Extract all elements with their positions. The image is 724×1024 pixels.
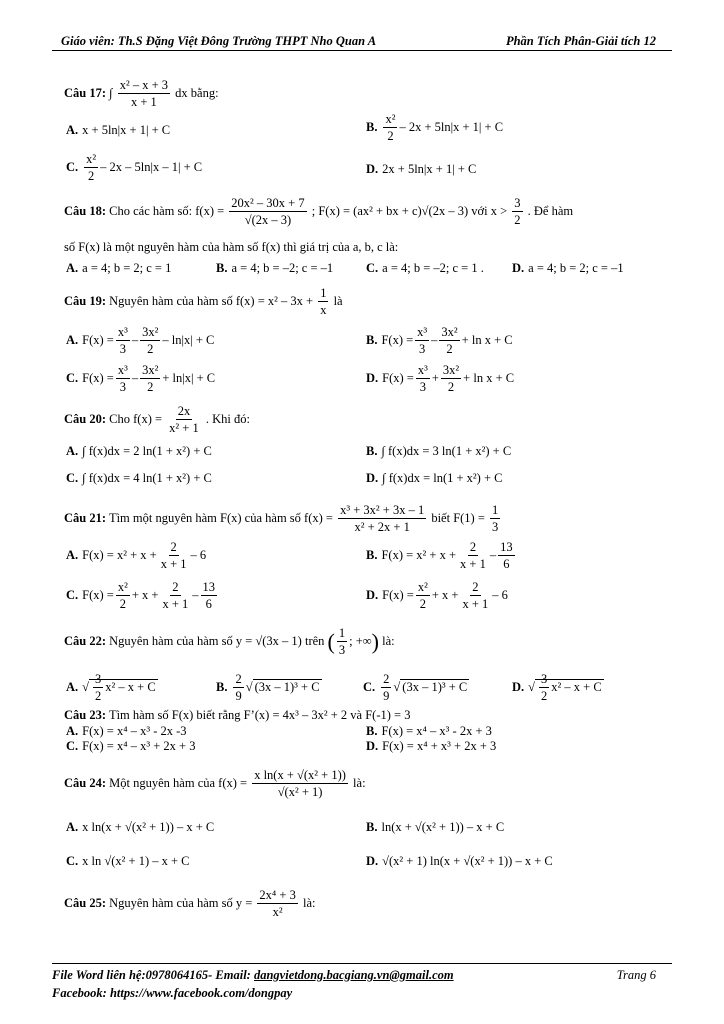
option-d[interactable]: D. ∫ f(x)dx = ln(1 + x²) + C <box>366 471 503 485</box>
question-18-line2: số F(x) là một nguyên hàm của hàm số f(x) thì giá trị của a, b, c là: <box>64 240 399 254</box>
option-c[interactable]: C. x ln √(x² + 1) – x + C <box>66 854 190 868</box>
option-a[interactable]: A.√ $\frac{3}{2}$ x² – x + C <box>66 672 158 704</box>
fraction: $\frac{\text{x² – x + 3}}{x + 1}$ <box>119 78 169 110</box>
option-d[interactable]: D. F(x) = $\frac{\text{x³}}{3}$ + $\frac{\text{3x²}}{2}$ + ln x + C <box>366 363 515 395</box>
page-header <box>52 31 672 51</box>
question-20: Câu 20: Cho f(x) = $\frac{2x}{\text{x² + 1}}$ . Khi đó: <box>64 404 250 436</box>
option-a[interactable]: A. ∫ f(x)dx = 2 ln(1 + x²) + C <box>66 444 212 458</box>
option-b[interactable]: B. F(x) = x² + x + $\frac{2}{x + 1}$ – $\frac{13}{6}$ <box>366 540 513 572</box>
question-23: Câu 23: Tìm hàm số F(x) biết rằng F’(x) = 4x³ – 3x² + 2 và F(-1) = 3 <box>64 708 411 722</box>
option-b[interactable]: B. ∫ f(x)dx = 3 ln(1 + x²) + C <box>366 444 512 458</box>
option-b[interactable]: B. a = 4; b = –2; c = –1 <box>216 261 334 275</box>
option-d[interactable]: D. √(x² + 1) ln(x + √(x² + 1)) – x + C <box>366 854 553 868</box>
option-a[interactable]: A. x ln(x + √(x² + 1)) – x + C <box>66 820 215 834</box>
option-b[interactable]: B. F(x) = x⁴ – x³ - 2x + 3 <box>366 724 492 738</box>
page-footer <box>52 963 672 1000</box>
option-a[interactable]: A. F(x) = $\frac{\text{x³}}{3}$ – $\frac{\text{3x²}}{2}$ – ln|x| + C <box>66 325 215 357</box>
question-24: Câu 24: Một nguyên hàm của f(x) = $\frac{\text{x ln(x + √(x² + 1))}}{\text{√(x² + 1)}}$ là: <box>64 768 366 800</box>
option-c[interactable]: C. ∫ f(x)dx = 4 ln(1 + x²) + C <box>66 471 212 485</box>
option-c[interactable]: C. $\frac{\text{x²}}{2}$ – 2x – 5ln|x – 1| + C <box>66 152 203 184</box>
footer-facebook-link[interactable]: Facebook: https://www.facebook.com/dongpay <box>52 986 293 1000</box>
header-chapter: Phần Tích Phân-Giải tích 12 <box>505 34 656 48</box>
option-c[interactable]: C. F(x) = $\frac{\text{x³}}{3}$ – $\frac{\text{3x²}}{2}$ + ln|x| + C <box>66 363 216 395</box>
question-22: Câu 22: Nguyên hàm của hàm số y = √(3x – 1) trên ( $\frac{1}{3}$ ; +∞) là: <box>64 626 395 658</box>
option-b[interactable]: B. $\frac{2}{9}$ √ (3x – 1)³ + C <box>216 672 322 704</box>
question-19: Câu 19: Nguyên hàm của hàm số f(x) = x² – 3x + $\frac{1}{x}$ là <box>64 286 343 318</box>
option-a[interactable]: A. F(x) = x⁴ – x³ - 2x -3 <box>66 724 187 738</box>
option-d[interactable]: D.√ $\frac{3}{2}$ x² – x + C <box>512 672 604 704</box>
question-label: Câu 17: <box>64 85 107 100</box>
footer-email-link[interactable]: dangvietdong.bacgiang.vn@gmail.com <box>253 968 454 982</box>
option-c[interactable]: C. $\frac{2}{9}$ √ (3x – 1)³ + C <box>363 672 469 704</box>
option-c[interactable]: C. F(x) = x⁴ – x³ + 2x + 3 <box>66 739 196 753</box>
option-a[interactable]: A. F(x) = x² + x + $\frac{2}{x + 1}$ – 6 <box>66 540 207 572</box>
option-d[interactable]: D. F(x) = $\frac{\text{x²}}{2}$ + x + $\frac{2}{x + 1}$ – 6 <box>366 580 508 612</box>
option-b[interactable]: B. F(x) = $\frac{\text{x³}}{3}$ – $\frac{\text{3x²}}{2}$ + ln x + C <box>366 325 513 357</box>
question-21: Câu 21: Tìm một nguyên hàm F(x) của hàm số f(x) = $\frac{\text{x³ + 3x² + 3x – 1}}{\text{x² + 2x + 1}}$ biết F(1) = $\frac{1}{3}$ <box>64 503 499 535</box>
option-c[interactable]: C. F(x) = $\frac{\text{x²}}{2}$ + x + $\frac{2}{x + 1}$ – $\frac{13}{6}$ <box>66 580 216 612</box>
option-d[interactable]: D. 2x + 5ln|x + 1| + C <box>366 162 477 176</box>
option-b[interactable]: B. $\frac{\text{x²}}{2}$ – 2x + 5ln|x + 1| + C <box>366 112 504 144</box>
option-a[interactable]: A. x + 5ln|x + 1| + C <box>66 123 171 137</box>
question-18: Câu 18: Cho các hàm số: f(x) = $\frac{\text{20x² – 30x + 7}}{√(2x - 3)}$ ; F(x) = (ax² + bx + c)√(2x – 3) với x > $\frac{3}{2}$ . Để hàm <box>64 196 574 228</box>
option-d[interactable]: D. F(x) = x⁴ + x³ + 2x + 3 <box>366 739 497 753</box>
option-b[interactable]: B. ln(x + √(x² + 1)) – x + C <box>366 820 505 834</box>
page-number: Trang 6 <box>616 968 656 982</box>
option-d[interactable]: D. a = 4; b = 2; c = –1 <box>512 261 624 275</box>
header-author: Giáo viên: Th.S Đặng Việt Đông Trường THPT Nho Quan A <box>61 34 377 48</box>
option-a[interactable]: A. a = 4; b = 2; c = 1 <box>66 261 172 275</box>
question-25: Câu 25: Nguyên hàm của hàm số y = $\frac{\text{2x⁴ + 3}}{\text{x²}}$ là: <box>64 888 316 920</box>
question-17: Câu 17: ∫ $\frac{\text{x² – x + 3}}{x + 1}$ dx bằng: <box>64 78 219 110</box>
footer-contact: File Word liên hệ:0978064165- Email: dangvietdong.bacgiang.vn@gmail.com <box>52 968 454 982</box>
option-c[interactable]: C. a = 4; b = –2; c = 1 . <box>366 261 484 275</box>
